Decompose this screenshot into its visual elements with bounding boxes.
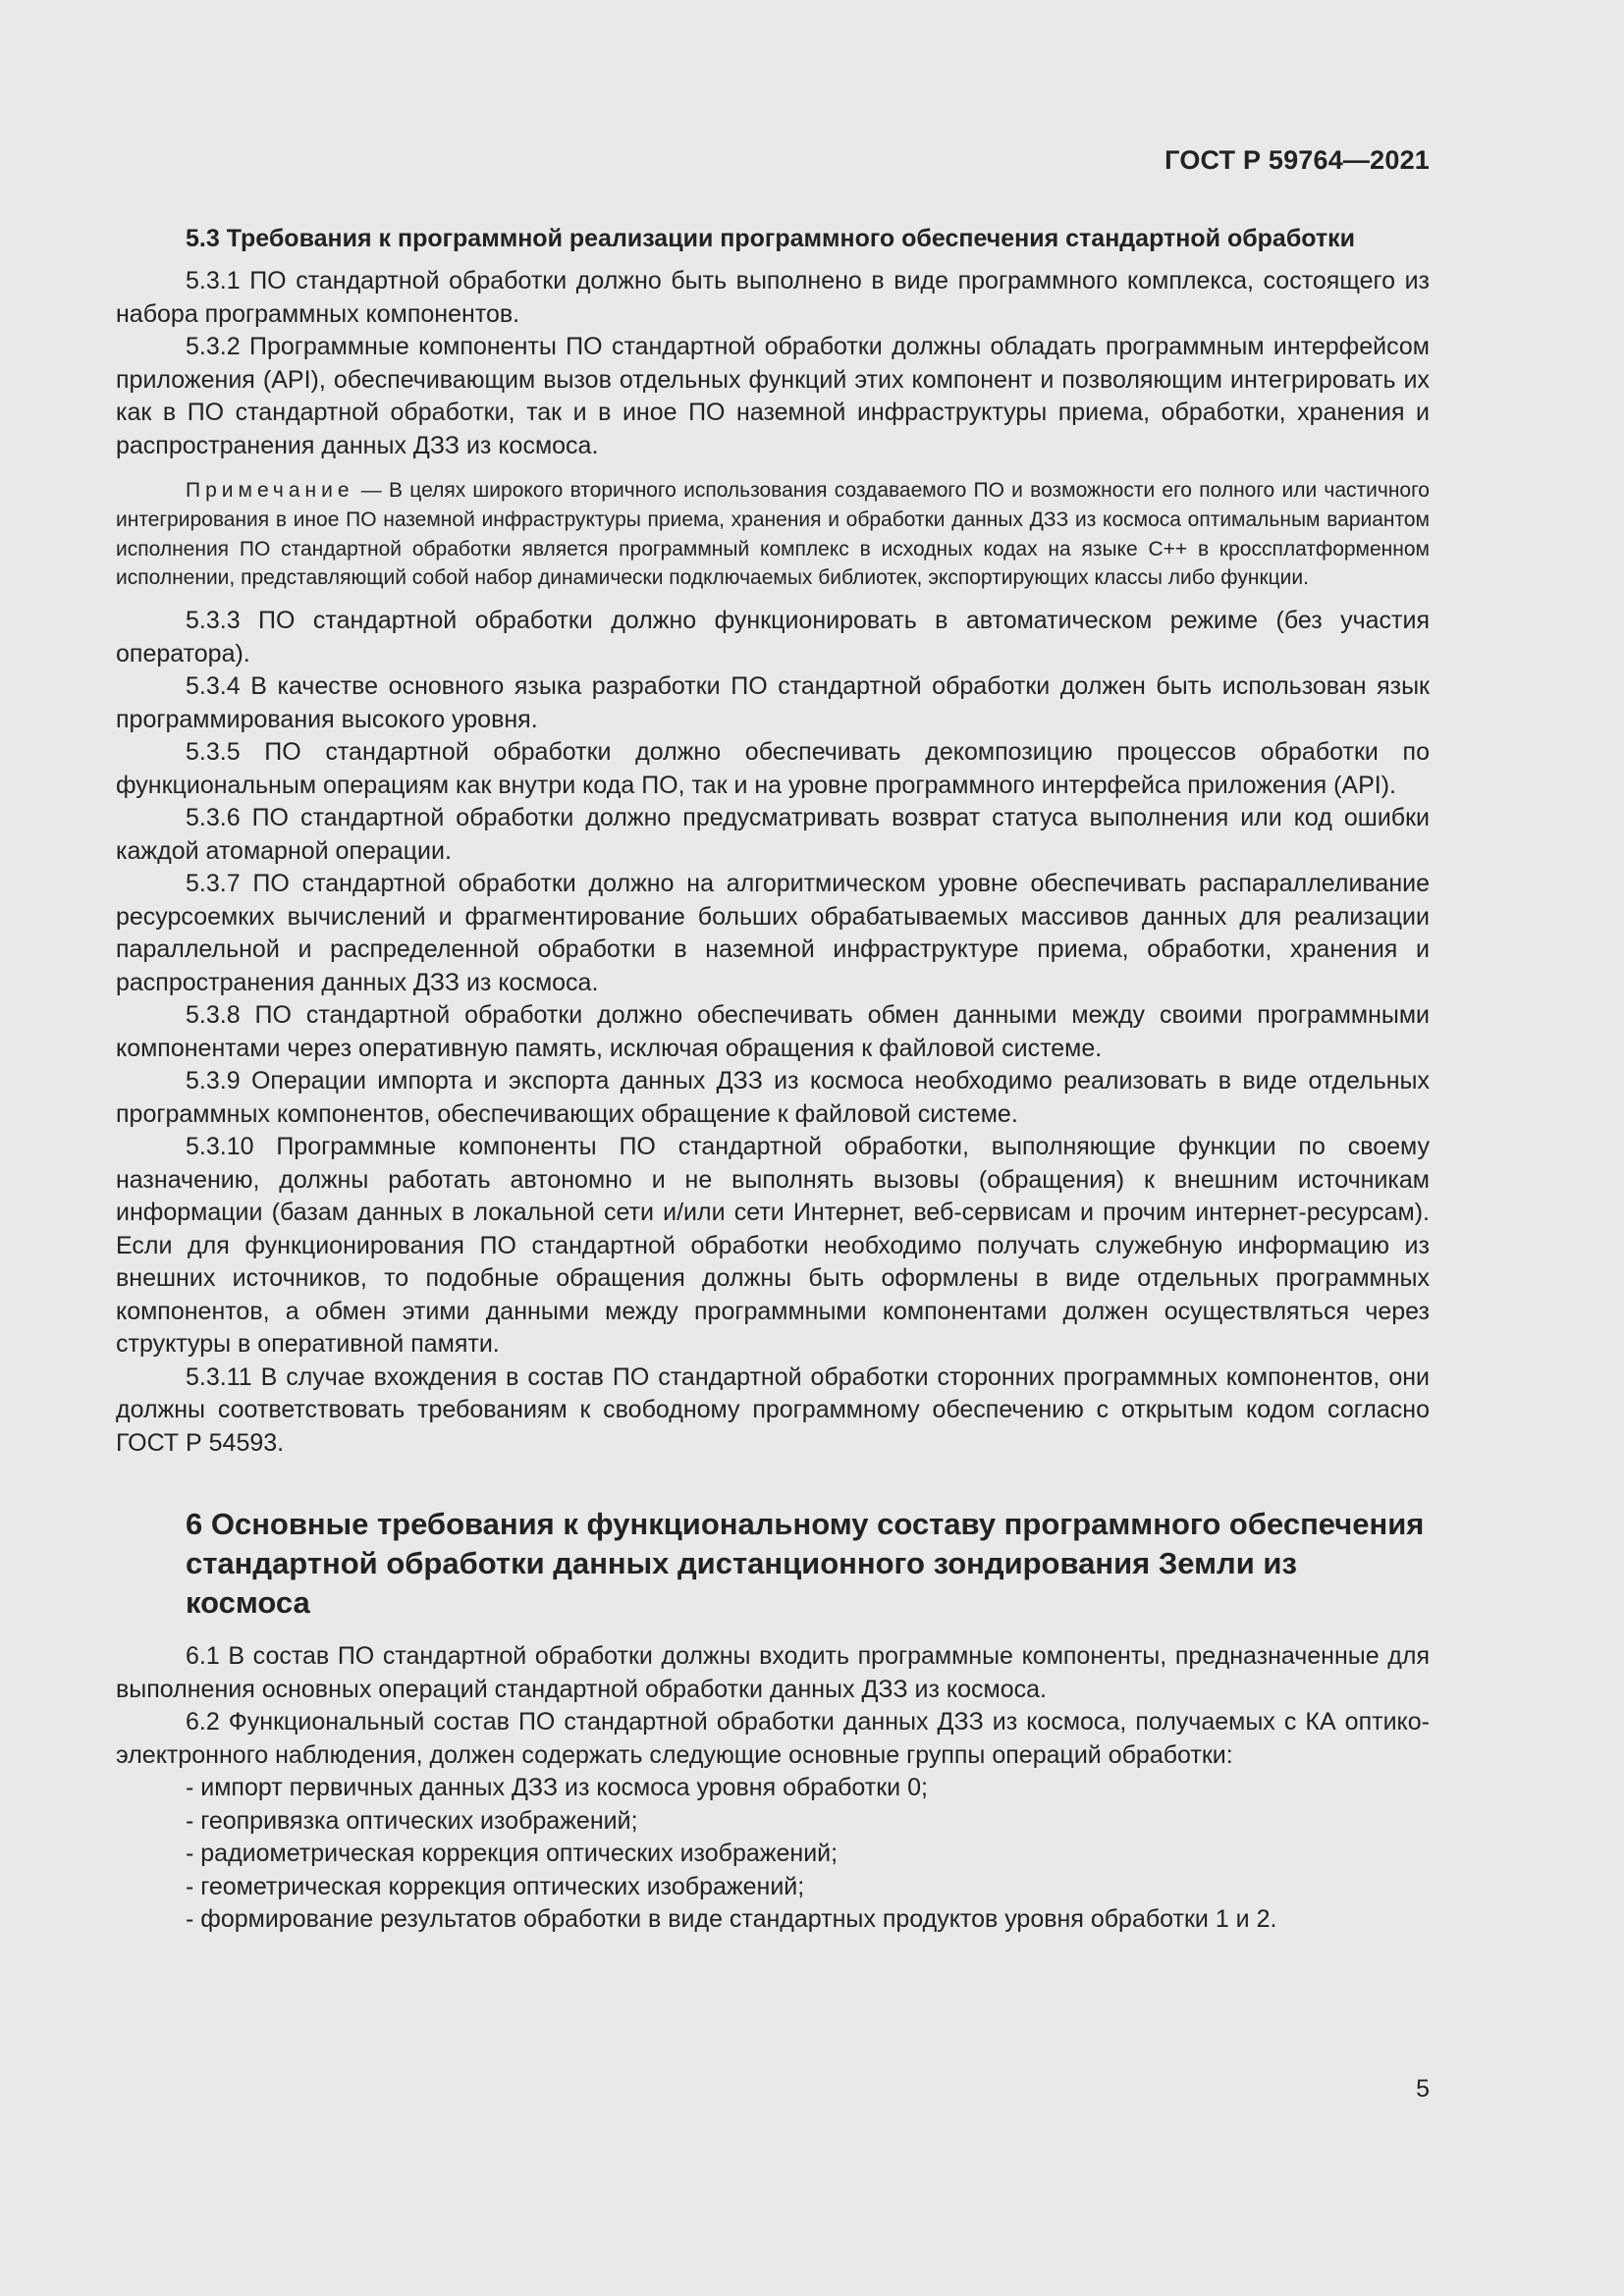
paragraph-5-3-4: 5.3.4 В качестве основного языка разработки ПО стандартной обработки должен быть использован язык программирования высокого уровня.	[116, 672, 1430, 733]
list-item: - импорт первичных данных ДЗЗ из космоса уровня обработки 0;	[186, 1774, 928, 1802]
list-item: - радиометрическая коррекция оптических изображений;	[186, 1840, 839, 1868]
section-title: 5.3 Требования к программной реализации программного обеспечения стандартной обработки	[186, 225, 1356, 252]
paragraph-5-3-9: 5.3.9 Операции импорта и экспорта данных ДЗЗ из космоса необходимо реализовать в виде отдельных программных компонентов, обеспечивающих обращение к файловой системе.	[116, 1067, 1430, 1128]
chapter-title: 6 Основные требования к функциональному составу программного обеспечения стандартной обработки данных дистанционного зондирования Земли из космоса	[186, 1507, 1425, 1621]
list-item: - формирование результатов обработки в виде стандартных продуктов уровня обработки 1 и 2.	[186, 1905, 1277, 1934]
list-item: - геометрическая коррекция оптических изображений;	[186, 1872, 805, 1900]
note-label: Примечание	[186, 479, 354, 502]
paragraph-6-1: 6.1 В состав ПО стандартной обработки должны входить программные компоненты, предназначенные для выполнения основных операций стандартной обработки данных ДЗЗ из космоса.	[116, 1642, 1430, 1703]
paragraph-5-3-2: 5.3.2 Программные компоненты ПО стандартной обработки должны обладать программным интерфейсом приложения (API), обеспечивающим вызов отдельных функций этих компонент и позволяющим интегрировать их как в ПО стандартной обработки, так и в иное ПО наземной инфраструктуры приема, обработки, хранения и распространения данных ДЗЗ из космоса.	[116, 333, 1430, 459]
paragraph-5-3-10: 5.3.10 Программные компоненты ПО стандартной обработки, выполняющие функции по своему назначению, должны работать автономно и не выполнять вызовы (обращения) к внешним источникам информации (базам данных в локальной сети и/или сети Интернет, веб-сервисам и прочим интернет-ресурсам). Если для функционирования ПО стандартной обработки необходимо получать служебную информацию из внешних источников, то подобные обращения должны быть оформлены в виде отдельных программных компонентов, а обмен этими данными между программными компонентами должен осуществляться через структуры в оперативной памяти.	[116, 1133, 1430, 1359]
note-text: — В целях широкого вторичного использования создаваемого ПО и возможности его полного или частичного интегрирования в иное ПО наземной инфраструктуры приема, хранения и обработки данных ДЗЗ из космоса оптимальным вариантом исполнения ПО стандартной обработки является программный комплекс в исходных кодах на языке С++ в кроссплатформенном исполнении, представляющий собой набор динамически подключаемых библиотек, экспортирующих классы либо функции.	[116, 479, 1430, 590]
document-header: ГОСТ Р 59764—2021	[1164, 145, 1430, 175]
paragraph-5-3-1: 5.3.1 ПО стандартной обработки должно быть выполнено в виде программного комплекса, состоящего из набора программных компонентов.	[116, 267, 1430, 328]
paragraph-5-3-3: 5.3.3 ПО стандартной обработки должно функционировать в автоматическом режиме (без участия оператора).	[116, 607, 1430, 667]
note-block	[116, 476, 1430, 593]
paragraph-5-3-11: 5.3.11 В случае вхождения в состав ПО стандартной обработки сторонних программных компонентов, они должны соответствовать требованиям к свободному программному обеспечению с открытым кодом согласно ГОСТ Р 54593.	[116, 1362, 1430, 1457]
list-item: - геопривязка оптических изображений;	[186, 1806, 638, 1835]
page-number: 5	[1416, 2075, 1430, 2103]
paragraph-6-2: 6.2 Функциональный состав ПО стандартной обработки данных ДЗЗ из космоса, получаемых с КА оптико-электронного наблюдения, должен содержать следующие основные группы операций обработки:	[116, 1708, 1430, 1769]
paragraph-5-3-6: 5.3.6 ПО стандартной обработки должно предусматривать возврат статуса выполнения или код ошибки каждой атомарной операции.	[116, 804, 1430, 865]
paragraph-5-3-5: 5.3.5 ПО стандартной обработки должно обеспечивать декомпозицию процессов обработки по функциональным операциям как внутри кода ПО, так и на уровне программного интерфейса приложения (API).	[116, 738, 1430, 799]
paragraph-5-3-8: 5.3.8 ПО стандартной обработки должно обеспечивать обмен данными между своими программными компонентами через оперативную память, исключая обращения к файловой системе.	[116, 1001, 1430, 1062]
document-body	[116, 222, 1430, 1937]
paragraph-5-3-7: 5.3.7 ПО стандартной обработки должно на алгоритмическом уровне обеспечивать распараллеливание ресурсоемких вычислений и фрагментирование больших обрабатываемых массивов данных для реализации параллельной и распределенной обработки в наземной инфраструктуре приема, обработки, хранения и распространения данных ДЗЗ из космоса.	[116, 870, 1430, 996]
